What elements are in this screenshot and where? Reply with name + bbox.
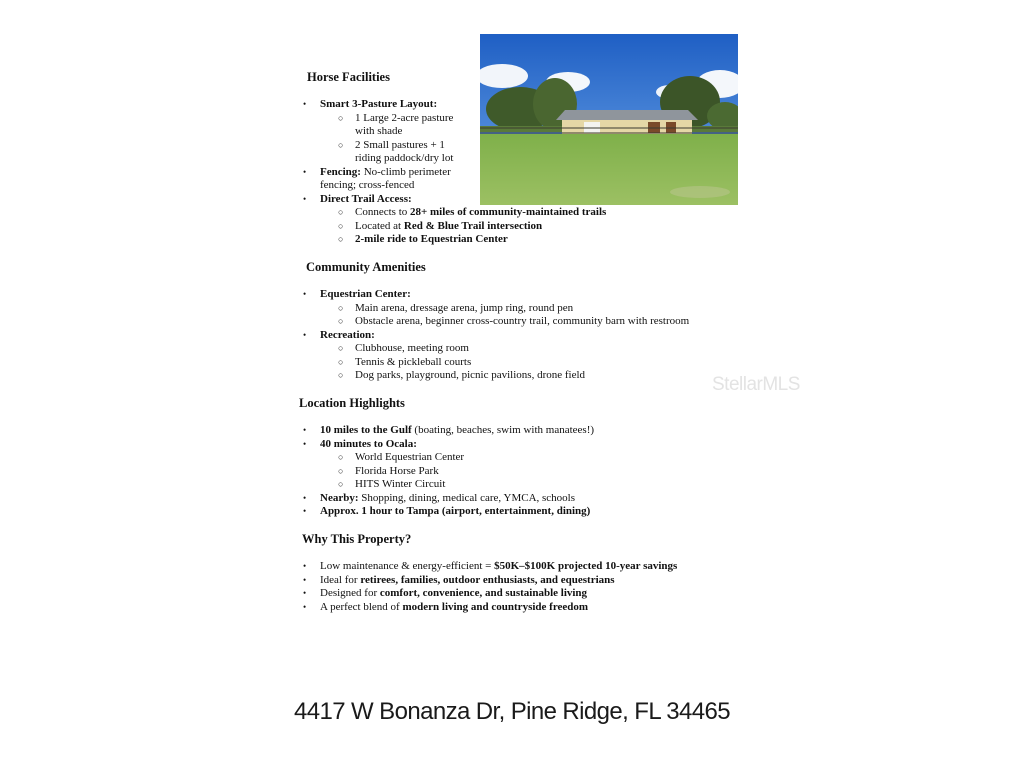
list-item: • Approx. 1 hour to Tampa (airport, entertainment, dining) [303, 505, 591, 517]
sub-list-item: ○ 2-mile ride to Equestrian Center [338, 233, 508, 245]
circle-bullet-icon: ○ [338, 343, 344, 353]
list-item: • Nearby: Shopping, dining, medical care, YMCA, schools [303, 491, 576, 504]
bullet-icon: • [303, 329, 307, 340]
why-this-property-list [303, 560, 677, 614]
circle-bullet-icon: ○ [338, 452, 344, 462]
list-item: • Fencing: No-climb perimeter [303, 165, 451, 178]
bullet-icon: • [303, 193, 307, 204]
heading-why-this-property: Why This Property? [302, 532, 412, 546]
heading-horse-facilities: Horse Facilities [307, 70, 390, 84]
circle-bullet-icon: ○ [338, 302, 344, 313]
circle-bullet-icon: ○ [338, 479, 344, 489]
sub-list-item: ○ Main arena, dressage arena, jump ring, round pen [338, 301, 574, 314]
sub-list-item: ○ HITS Winter Circuit [338, 478, 446, 490]
list-item: • A perfect blend of modern living and countryside freedom [303, 600, 589, 613]
list-item: • Designed for comfort, convenience, and sustainable living [303, 587, 588, 599]
bullet-icon: • [303, 574, 307, 585]
horse-facilities-list [303, 98, 606, 247]
list-item: • Smart 3-Pasture Layout: [303, 98, 438, 110]
circle-bullet-icon: ○ [338, 112, 344, 123]
bullet-icon: • [303, 438, 307, 449]
sub-list-item: ○ World Equestrian Center [338, 451, 465, 463]
circle-bullet-icon: ○ [338, 139, 344, 150]
bullet-icon: • [303, 289, 307, 299]
list-item: • Direct Trail Access: [303, 192, 412, 205]
list-item-continuation: fencing; cross-fenced [320, 179, 415, 191]
sub-list-item: ○ Located at Red & Blue Trail intersection [338, 219, 543, 232]
location-highlights-list [303, 424, 594, 519]
sub-list-item: ○ Clubhouse, meeting room [338, 342, 469, 354]
circle-bullet-icon: ○ [338, 316, 344, 326]
list-item: • Ideal for retirees, families, outdoor enthusiasts, and equestrians [303, 573, 615, 586]
bullet-icon: • [303, 601, 307, 612]
bullet-icon: • [303, 506, 307, 516]
bullet-icon: • [303, 561, 307, 571]
list-item: • Recreation: [303, 328, 375, 341]
bullet-icon: • [303, 166, 307, 177]
property-address: 4417 W Bonanza Dr, Pine Ridge, FL 34465 [294, 698, 730, 725]
bullet-icon: • [303, 425, 307, 435]
sub-list-item: ○ Florida Horse Park [338, 464, 439, 477]
sub-list-item: ○ Tennis & pickleball courts [338, 355, 472, 368]
heading-location-highlights: Location Highlights [299, 396, 405, 410]
circle-bullet-icon: ○ [338, 234, 344, 244]
circle-bullet-icon: ○ [338, 207, 344, 217]
list-item: • Equestrian Center: [303, 288, 411, 300]
sub-list-item: ○ 1 Large 2-acre pasture [338, 111, 454, 124]
circle-bullet-icon: ○ [338, 220, 344, 231]
sub-list-item: ○ Dog parks, playground, picnic pavilions, drone field [338, 369, 586, 381]
community-amenities-list [303, 288, 689, 383]
list-item: • 40 minutes to Ocala: [303, 437, 417, 450]
heading-community-amenities: Community Amenities [306, 260, 426, 274]
sub-list-item-continuation: with shade [355, 125, 403, 137]
bullet-icon: • [303, 492, 307, 503]
list-item: • 10 miles to the Gulf (boating, beaches, swim with manatees!) [303, 424, 595, 436]
circle-bullet-icon: ○ [338, 370, 344, 380]
circle-bullet-icon: ○ [338, 356, 344, 367]
circle-bullet-icon: ○ [338, 465, 344, 476]
sub-list-item: ○ Connects to 28+ miles of community-maintained trails [338, 206, 607, 218]
list-item: • Low maintenance & energy-efficient = $50K–$100K projected 10-year savings [303, 560, 678, 572]
bullet-icon: • [303, 99, 307, 109]
bullet-icon: • [303, 588, 307, 598]
sub-list-item: ○ Obstacle arena, beginner cross-country trail, community barn with restroom [338, 315, 690, 327]
stellar-mls-watermark: StellarMLS [712, 374, 800, 395]
sub-list-item-continuation: riding paddock/dry lot [355, 152, 454, 164]
sub-list-item: ○ 2 Small pastures + 1 [338, 138, 445, 151]
